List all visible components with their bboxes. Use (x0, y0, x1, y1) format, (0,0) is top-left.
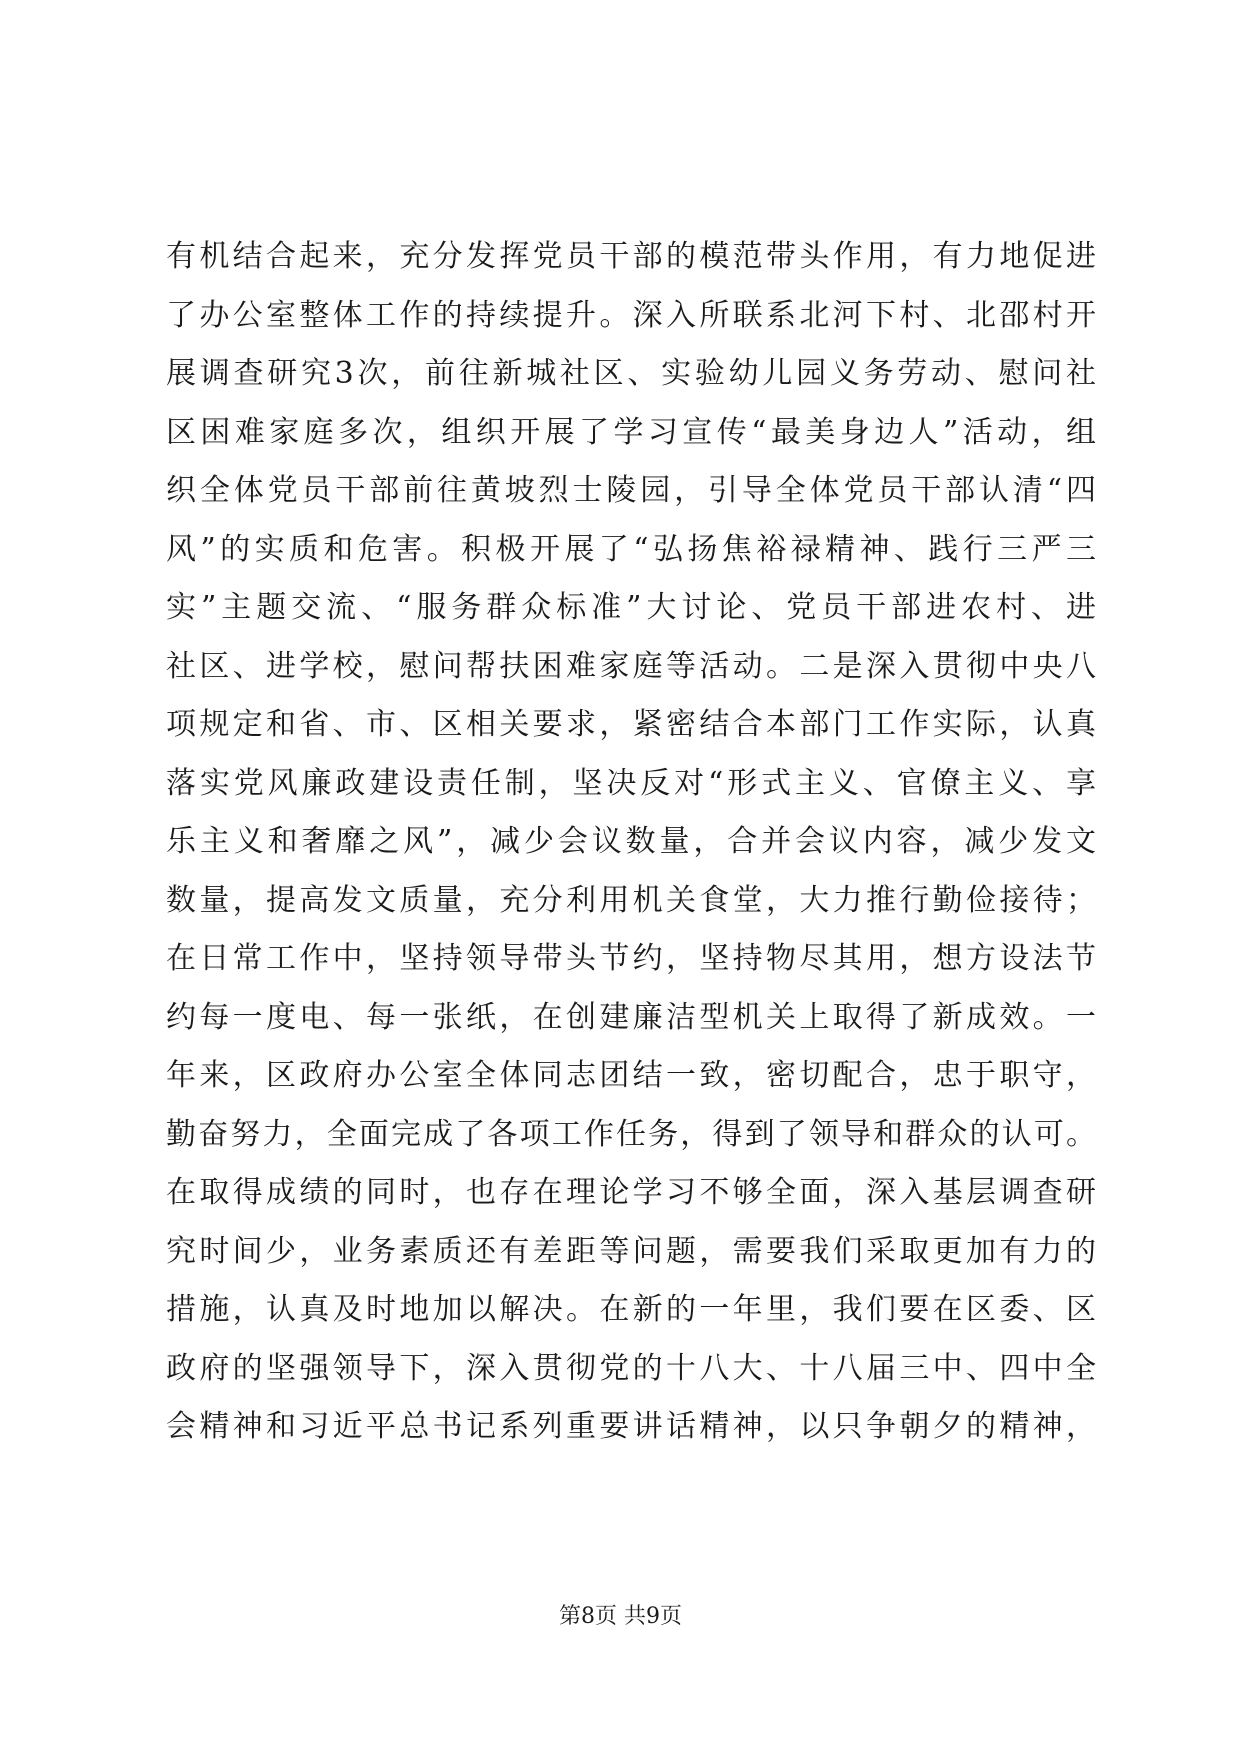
text-line: 在日常工作中，坚持领导带头节约，坚持物尽其用，想方设法节 (166, 941, 1096, 976)
text-line: 会精神和习近平总书记系列重要讲话精神，以只争朝夕的精神， (166, 1409, 1096, 1444)
text-line: 勤奋努力，全面完成了各项工作任务，得到了领导和群众的认可。 (166, 1116, 1096, 1152)
text-line: 落实党风廉政建设责任制，坚决反对“形式主义、官僚主义、享 (166, 765, 1096, 801)
text-line: 社区、进学校，慰问帮扶困难家庭等活动。二是深入贯彻中央八 (166, 648, 1096, 684)
body-text (166, 228, 1096, 1457)
text-line: 究时间少，业务素质还有差距等问题，需要我们采取更加有力的 (166, 1233, 1096, 1269)
text-line: 实”主题交流、“服务群众标准”大讨论、党员干部进农村、进 (166, 590, 1096, 625)
text-line: 了办公室整体工作的持续提升。深入所联系北河下村、北邵村开 (166, 297, 1096, 333)
text-line: 风”的实质和危害。积极开展了“弘扬焦裕禄精神、践行三严三 (166, 531, 1096, 567)
text-line: 有机结合起来，充分发挥党员干部的模范带头作用，有力地促进 (166, 239, 1096, 274)
text-line: 措施，认真及时地加以解决。在新的一年里，我们要在区委、区 (166, 1292, 1096, 1327)
text-line: 数量，提高发文质量，充分利用机关食堂，大力推行勤俭接待； (166, 882, 1096, 918)
text-line: 在取得成绩的同时，也存在理论学习不够全面，深入基层调查研 (166, 1175, 1096, 1210)
text-line: 政府的坚强领导下，深入贯彻党的十八大、十八届三中、四中全 (166, 1350, 1096, 1386)
page-number-footer: 第8页 共9页 (559, 1604, 682, 1629)
text-line: 展调查研究3次，前往新城社区、实验幼儿园义务劳动、慰问社 (166, 356, 1096, 391)
text-line: 织全体党员干部前往黄坡烈士陵园，引导全体党员干部认清“四 (166, 473, 1096, 508)
text-line: 年来，区政府办公室全体同志团结一致，密切配合，忠于职守， (166, 1058, 1096, 1093)
text-line: 区困难家庭多次，组织开展了学习宣传“最美身边人”活动，组 (166, 414, 1096, 450)
text-line: 乐主义和奢靡之风”，减少会议数量，合并会议内容，减少发文 (166, 824, 1096, 859)
text-line: 约每一度电、每一张纸，在创建廉洁型机关上取得了新成效。一 (166, 999, 1096, 1035)
text-line: 项规定和省、市、区相关要求，紧密结合本部门工作实际，认真 (166, 707, 1096, 742)
